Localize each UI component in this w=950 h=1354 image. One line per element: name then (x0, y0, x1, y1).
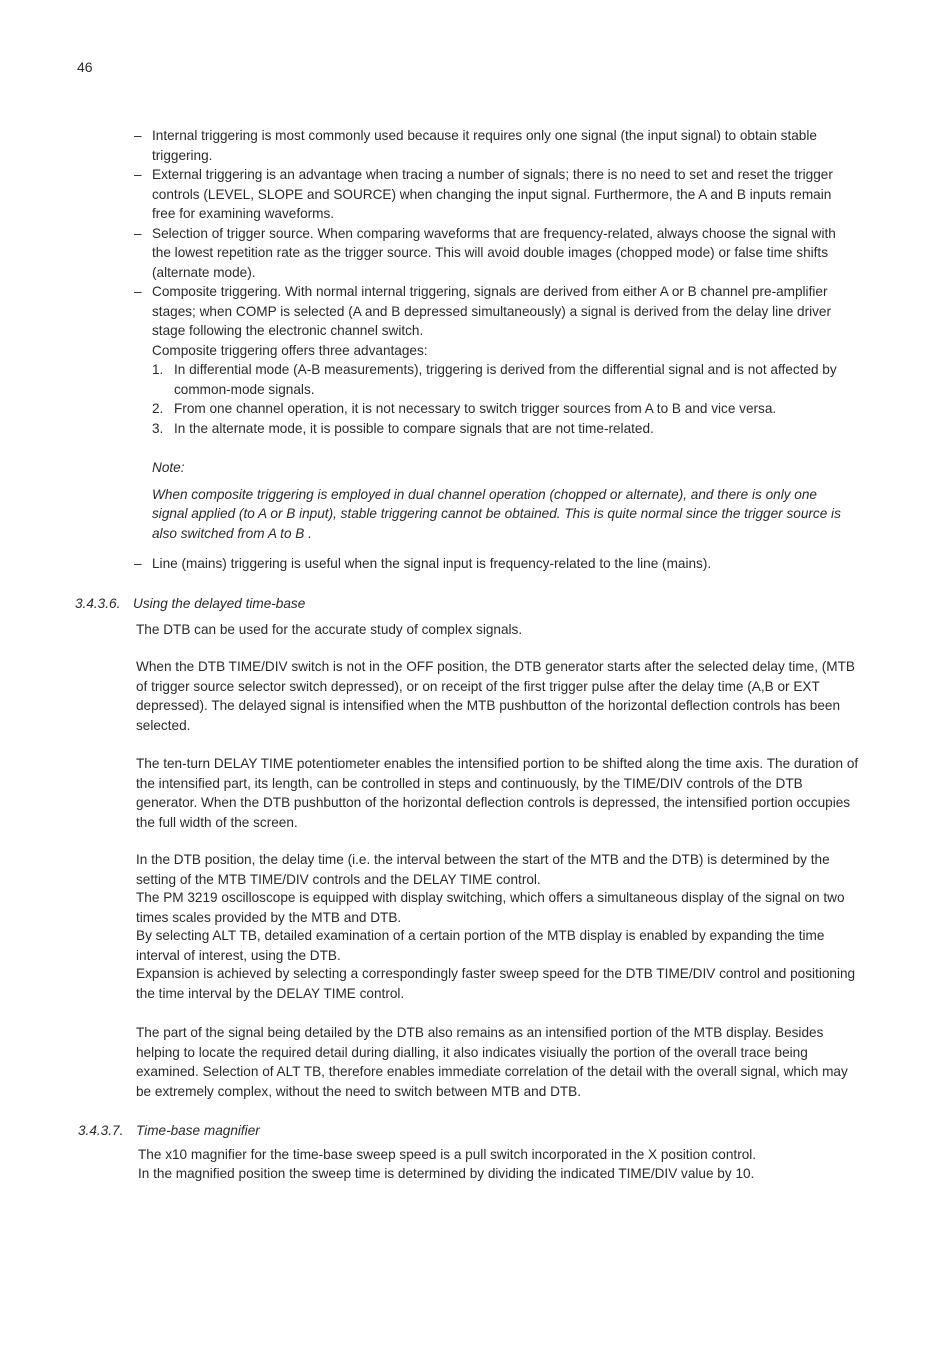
advantage-item (152, 360, 849, 399)
paragraph: The DTB can be used for the accurate study of complex signals. (136, 622, 523, 637)
note-block (152, 458, 852, 543)
advantages-list (152, 360, 849, 438)
paragraph: The PM 3219 oscilloscope is equipped with display switching, which offers a simultaneous display of the signal on two times scales provided by the MTB and DTB. (136, 890, 845, 925)
note-text: When composite triggering is employed in dual channel operation (chopped or alternate), and there is only one signal applied (to A or B input), stable triggering cannot be obtained. This is quite normal since the trigger source is also switched from A to B . (152, 486, 841, 541)
advantage-item (152, 399, 849, 419)
bullet-text: External triggering is an advantage when tracing a number of signals; there is no need to set and reset the trigger controls (LEVEL, SLOPE and SOURCE) when changing the input signal. Furthermore, the A and B inputs remain free for examining waveforms. (152, 167, 833, 221)
bullet-trigger-source-selection (134, 224, 849, 283)
page-number: 46 (77, 59, 93, 75)
section-number: 3.4.3.6. (75, 596, 121, 611)
bullet-dash: – (134, 556, 142, 571)
bullet-dash: – (134, 167, 142, 182)
advantage-number: 1. (152, 362, 164, 377)
paragraph: In the DTB position, the delay time (i.e. the interval between the start of the MTB and the DTB) is determined by the setting of the MTB TIME/DIV controls and the DELAY TIME control. (136, 852, 830, 887)
paragraph: By selecting ALT TB, detailed examination of a certain portion of the MTB display is enabled by expanding the time interval of interest, using the DTB. (136, 928, 825, 963)
bullet-internal-triggering (134, 126, 849, 165)
bullet-text: Internal triggering is most commonly used because it requires only one signal (the input signal) to obtain stable triggering. (152, 128, 817, 163)
advantage-text: In differential mode (A-B measurements), triggering is derived from the differential signal and is not affected by common-mode signals. (174, 362, 837, 397)
advantage-number: 2. (152, 401, 164, 416)
paragraph: In the magnified position the sweep time is determined by dividing the indicated TIME/DIV value by 10. (138, 1166, 755, 1181)
section-heading-3437 (78, 1121, 260, 1141)
bullet-external-triggering (134, 165, 849, 224)
note-title: Note: (152, 460, 185, 475)
bullet-dash: – (134, 128, 142, 143)
advantage-text: From one channel operation, it is not necessary to switch trigger sources from A to B and vice versa. (174, 401, 777, 416)
paragraph: When the DTB TIME/DIV switch is not in the OFF position, the DTB generator starts after the selected delay time, (MTB of trigger source selector switch depressed), or on receipt of the first trigger pulse after the delay time (A,B or EXT depressed). The delayed signal is intensified when the MTB pushbutton of the horizontal deflection controls has been selected. (136, 659, 855, 733)
bullet-composite-triggering (134, 282, 849, 438)
paragraph: The x10 magnifier for the time-base sweep speed is a pull switch incorporated in the X position control. (138, 1147, 757, 1162)
paragraph: The part of the signal being detailed by the DTB also remains as an intensified portion of the MTB display. Besides helping to locate the required detail during dialling, it also indicates visiually the portion of the overall trace being examined. Selection of ALT TB, therefore enables immediate correlation of the detail with the overall signal, which may be extremely complex, without the need to switch between MTB and DTB. (136, 1025, 848, 1099)
advantage-item (152, 419, 849, 439)
bullet-text: Line (mains) triggering is useful when the signal input is frequency-related to the line (mains). (152, 556, 712, 571)
section-heading-3436 (75, 594, 305, 614)
bullet-text: Composite triggering. With normal internal triggering, signals are derived from either A or B channel pre-amplifier stages; when COMP is selected (A and B depressed simultaneously) a signal is derived from the delay line driver stage following the electronic channel switch. (152, 284, 832, 338)
paragraph: The ten-turn DELAY TIME potentiometer enables the intensified portion to be shifted along the time axis. The duration of the intensified part, its length, can be controlled in steps and continuously, by the TIME/DIV controls of the DTB generator. When the DTB pushbutton of the horizontal deflection controls is depressed, the intensified portion occupies the full width of the screen. (136, 756, 859, 830)
bullet-line-triggering (134, 554, 867, 574)
bullet-text: Selection of trigger source. When comparing waveforms that are frequency-related, always choose the signal with the lowest repetition rate as the trigger source. This will avoid double images (chopped mode) or false time shifts (alternate mode). (152, 225, 836, 280)
bullet-dash: – (134, 225, 142, 241)
section-number: 3.4.3.7. (78, 1123, 124, 1138)
section-title: Time-base magnifier (136, 1123, 260, 1138)
trigger-bullet-list (134, 126, 849, 438)
section-title: Using the delayed time-base (133, 596, 306, 611)
advantage-number: 3. (152, 420, 164, 436)
advantage-text: In the alternate mode, it is possible to compare signals that are not time-related. (174, 420, 654, 436)
paragraph: Expansion is achieved by selecting a correspondingly faster sweep speed for the DTB TIME/DIV control and positioning the time interval by the DELAY TIME control. (136, 966, 856, 1001)
bullet-dash: – (134, 284, 142, 299)
advantages-intro: Composite triggering offers three advantages: (152, 342, 428, 358)
